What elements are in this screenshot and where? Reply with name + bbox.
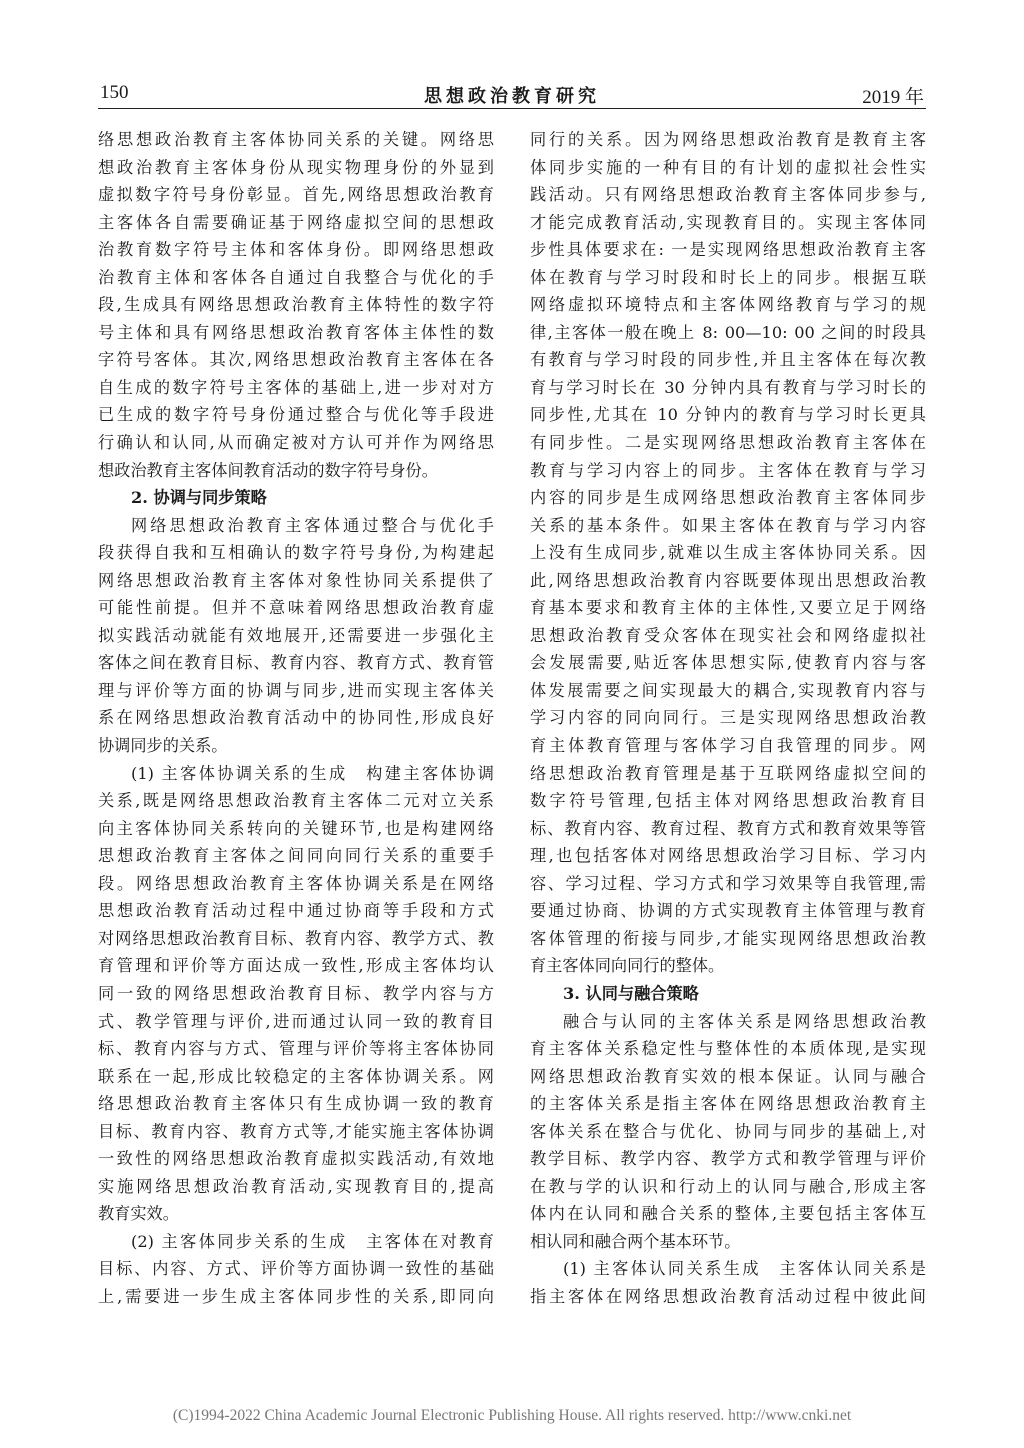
text-line: 治教育主体和客体各自通过自我整合与优化的手: [98, 267, 494, 287]
copyright-footer: (C)1994-2022 China Academic Journal Electronic Publishing House. All rights reserved. http://www.cnki.net: [172, 1407, 852, 1424]
text-line: 关系,既是网络思想政治教育主客体二元对立关系: [98, 791, 494, 811]
text-line: 同行的关系。因为网络思想政治教育是教育主客: [530, 130, 926, 149]
text-line: 关系的基本条件。如果主客体在教育与学习内容: [530, 515, 926, 535]
text-line: 同一致的网络思想政治教育目标、教学内容与方: [98, 983, 494, 1003]
text-line: 学习内容的同向同行。三是实现网络思想政治教: [530, 708, 926, 728]
text-line: 才能完成教育活动,实现教育目的。实现主客体同: [530, 212, 926, 232]
text-line: 网络思想政治教育主客体通过整合与优化手: [131, 515, 494, 535]
journal-title: 思想政治教育研究: [424, 86, 600, 107]
text-line: 上没有生成同步,就难以生成主客体协同关系。因: [530, 543, 926, 563]
text-line: 自生成的数字符号主客体的基础上,进一步对对方: [98, 377, 494, 397]
text-line: 相认同和融合两个基本环节。: [530, 1231, 741, 1251]
text-line: 此,网络思想政治教育内容既要体现出思想政治教: [530, 570, 926, 590]
text-line: 络思想政治教育管理是基于互联网络虚拟空间的: [530, 763, 926, 783]
text-line: 有同步性。二是实现网络思想政治教育主客体在: [530, 433, 926, 453]
text-line: 在教与学的认识和行动上的认同与融合,形成主客: [530, 1176, 926, 1196]
text-line: 思想政治教育主客体之间同向同行关系的重要手: [98, 846, 494, 866]
text-line: 网络思想政治教育实效的根本保证。认同与融合: [530, 1066, 926, 1086]
text-line: 目标、教育内容、教育方式等,才能实施主客体协调: [98, 1121, 494, 1141]
text-line: 践活动。只有网络思想政治教育主客体同步参与,: [530, 185, 926, 205]
text-line: 向主客体协同关系转向的关键环节,也是构建网络: [98, 818, 494, 838]
text-line: 客体之间在教育目标、教育内容、教育方式、教育管: [98, 653, 494, 673]
text-line: 思想政治教育受众客体在现实社会和网络虚拟社: [530, 625, 926, 645]
text-line: 想政治教育主客体间教育活动的数字符号身份。: [98, 460, 438, 480]
text-line: (2) 主客体同步关系的生成 主客体在对教育: [131, 1231, 494, 1251]
text-line: 络思想政治教育主客体协同关系的关键。网络思: [98, 130, 494, 149]
text-line: 主客体各自需要确证基于网络虚拟空间的思想政: [98, 212, 494, 232]
text-line: 联系在一起,形成比较稳定的主客体协调关系。网: [98, 1066, 494, 1086]
text-line: 目标、内容、方式、评价等方面协调一致性的基础: [98, 1259, 494, 1279]
text-line: 育主体教育管理与客体学习自我管理的同步。网: [530, 736, 926, 756]
text-line: 教学目标、教学内容、教学方式和教学管理与评价: [530, 1149, 926, 1169]
text-line: 内容的同步是生成网络思想政治教育主客体同步: [530, 488, 926, 508]
text-line: 律,主客体一般在晚上 8: 00—10: 00 之间的时段具: [530, 322, 926, 342]
text-line: 有教育与学习时段的同步性,并且主客体在每次教: [530, 350, 926, 370]
text-line: 段,生成具有网络思想政治教育主体特性的数字符: [98, 295, 494, 315]
text-line: 络思想政治教育主客体只有生成协调一致的教育: [98, 1094, 494, 1114]
text-line: 育与学习时长在 30 分钟内具有教育与学习时长的: [530, 377, 926, 397]
section-heading: 3. 认同与融合策略: [563, 983, 699, 1003]
text-line: 系在网络思想政治教育活动中的协同性,形成良好: [98, 708, 494, 728]
text-line: 对网络思想政治教育目标、教育内容、教学方式、教: [98, 928, 494, 948]
text-line: 式、教学管理与评价,进而通过认同一致的教育目: [98, 1011, 494, 1031]
text-line: 想政治教育主客体身份从现实物理身份的外显到: [98, 157, 494, 177]
text-line: 的主客体关系是指主客体在网络思想政治教育主: [530, 1094, 926, 1114]
text-line: 虚拟数字符号身份彰显。首先,网络思想政治教育: [98, 185, 494, 205]
text-line: 标、教育内容与方式、管理与评价等将主客体协同: [98, 1039, 494, 1059]
text-line: 会发展需要,贴近客体思想实际,使教育内容与客: [530, 653, 926, 673]
text-line: 理,也包括客体对网络思想政治学习目标、学习内: [530, 846, 926, 866]
text-line: 网络思想政治教育主客体对象性协同关系提供了: [98, 570, 494, 590]
left-column: [98, 126, 494, 1311]
text-line: 拟实践活动就能有效地展开,还需要进一步强化主: [98, 625, 494, 645]
text-line: 客体管理的衔接与同步,才能实现网络思想政治教: [530, 928, 926, 948]
text-line: 体在教育与学习时段和时长上的同步。根据互联: [530, 267, 926, 287]
text-line: 一致性的网络思想政治教育虚拟实践活动,有效地: [98, 1149, 494, 1169]
text-line: 育主客体关系稳定性与整体性的本质体现,是实现: [530, 1039, 926, 1059]
text-line: 容、学习过程、学习方式和学习效果等自我管理,需: [530, 873, 926, 893]
page-number: 150: [100, 82, 129, 103]
text-line: 要通过协商、协调的方式实现教育主体管理与教育: [530, 901, 926, 921]
text-line: 体发展需要之间实现最大的耦合,实现教育内容与: [530, 680, 926, 700]
text-line: 教育与学习内容上的同步。主客体在教育与学习: [530, 460, 926, 480]
text-line: 协调同步的关系。: [98, 736, 228, 756]
text-line: 段获得自我和互相确认的数字符号身份,为构建起: [98, 543, 494, 563]
publication-year: 2019 年: [862, 87, 924, 108]
text-line: (1) 主客体协调关系的生成 构建主客体协调: [131, 763, 494, 783]
text-line: (1) 主客体认同关系生成 主客体认同关系是: [563, 1259, 926, 1279]
text-line: 教育实效。: [98, 1204, 179, 1224]
text-line: 段。网络思想政治教育主客体协调关系是在网络: [98, 873, 494, 893]
running-header: [98, 74, 926, 109]
text-line: 已生成的数字符号身份通过整合与优化等手段进: [98, 405, 494, 425]
text-line: 字符号客体。其次,网络思想政治教育主客体在各: [98, 350, 494, 370]
text-line: 育主客体同向同行的整体。: [530, 956, 725, 976]
text-line: 标、教育内容、教育过程、教育方式和教育效果等管: [530, 818, 926, 838]
text-line: 融合与认同的主客体关系是网络思想政治教: [563, 1011, 926, 1031]
text-line: 指主客体在网络思想政治教育活动过程中彼此间: [530, 1286, 926, 1306]
text-line: 体同步实施的一种有目的有计划的虚拟社会性实: [530, 157, 926, 177]
text-line: 体内在认同和融合关系的整体,主要包括主客体互: [530, 1204, 926, 1224]
text-line: 育管理和评价等方面达成一致性,形成主客体均认: [98, 956, 494, 976]
section-heading: 2. 协调与同步策略: [131, 488, 267, 508]
right-column: [530, 126, 926, 1311]
text-line: 客体关系在整合与优化、协同与同步的基础上,对: [530, 1121, 926, 1141]
text-line: 数字符号管理,包括主体对网络思想政治教育目: [530, 791, 926, 811]
text-line: 可能性前提。但并不意味着网络思想政治教育虚: [98, 598, 494, 618]
text-line: 治教育数字符号主体和客体身份。即网络思想政: [98, 240, 494, 260]
text-line: 育基本要求和教育主体的主体性,又要立足于网络: [530, 598, 926, 618]
text-line: 行确认和认同,从而确定被对方认可并作为网络思: [98, 433, 494, 453]
text-line: 思想政治教育活动过程中通过协商等手段和方式: [98, 901, 494, 921]
text-line: 步性具体要求在: 一是实现网络思想政治教育主客: [530, 240, 926, 260]
text-line: 同步性,尤其在 10 分钟内的教育与学习时长更具: [530, 405, 926, 425]
text-line: 号主体和具有网络思想政治教育客体主体性的数: [98, 322, 494, 342]
text-line: 网络虚拟环境特点和主客体网络教育与学习的规: [530, 295, 926, 315]
text-line: 理与评价等方面的协调与同步,进而实现主客体关: [98, 680, 494, 700]
text-line: 实施网络思想政治教育活动,实现教育目的,提高: [98, 1176, 494, 1196]
text-line: 上,需要进一步生成主客体同步性的关系,即同向: [98, 1286, 494, 1306]
